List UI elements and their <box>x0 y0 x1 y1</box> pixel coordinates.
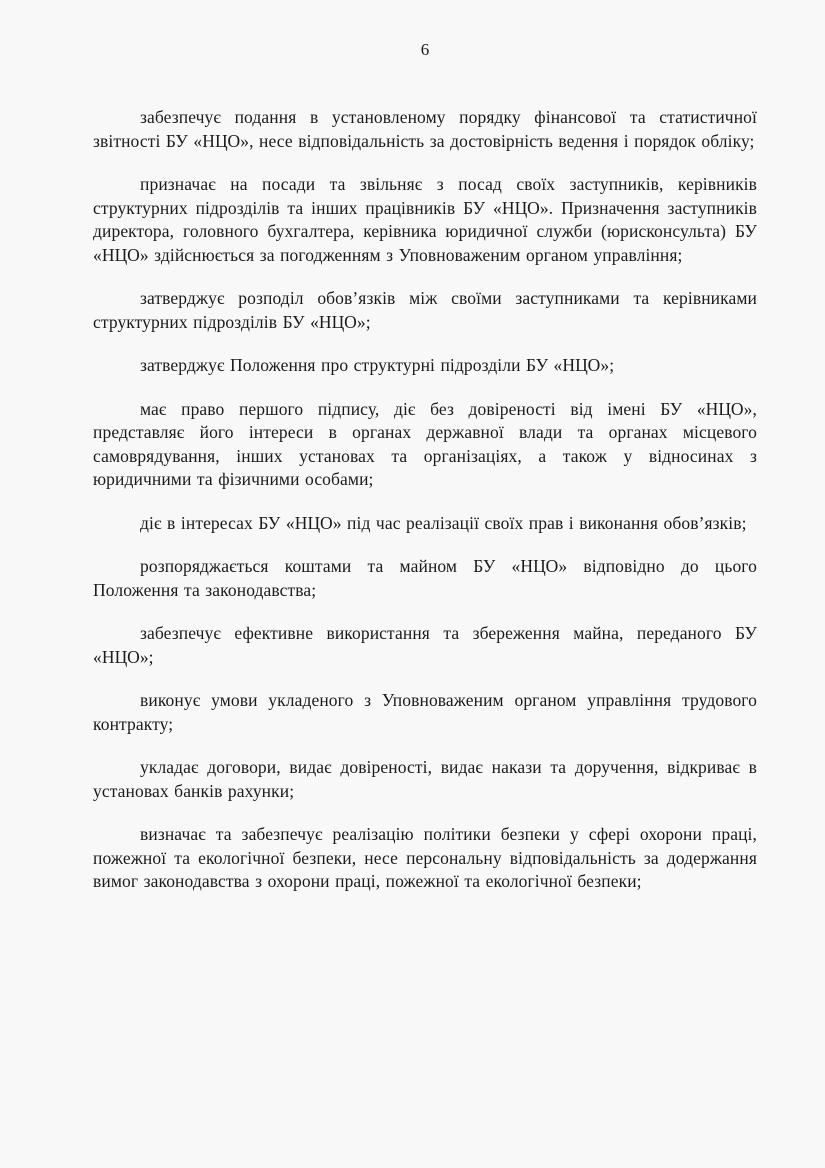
paragraph: укладає договори, видає довіреності, видає накази та доручення, відкриває в установах банків рахунки; <box>93 757 757 801</box>
document-body <box>93 106 757 894</box>
paragraph: діє в інтересах БУ «НЦО» під час реалізації своїх прав і виконання обов’язків; <box>140 512 747 533</box>
page-number: 6 <box>420 40 430 59</box>
paragraph: затверджує Положення про структурні підрозділи БУ «НЦО»; <box>140 355 615 375</box>
paragraph: має право першого підпису, діє без довіреності від імені БУ «НЦО», представляє його інтереси в органах державної влади та органах місцевого самоврядування, інших установах та організаціях, а також у відносинах з юридичними та фізичними особами; <box>93 398 757 489</box>
paragraph: забезпечує подання в установленому порядку фінансової та статистичної звітності БУ «НЦО», несе відповідальність за достовірність ведення і порядок обліку; <box>93 107 757 151</box>
paragraph: виконує умови укладеного з Уповноваженим органом управління трудового контракту; <box>93 690 757 734</box>
paragraph: призначає на посади та звільняє з посад своїх заступників, керівників структурних підрозділів та інших працівників БУ «НЦО». Призначення заступників директора, головного бухгалтера, керівника юридичної служби (юрисконсульта) БУ «НЦО» здійснюється за погодженням з Уповноваженим органом управління; <box>93 174 757 265</box>
paragraph: затверджує розподіл обов’язків між своїми заступниками та керівниками структурних підрозділів БУ «НЦО»; <box>93 288 757 332</box>
paragraph: забезпечує ефективне використання та збереження майна, переданого БУ «НЦО»; <box>93 623 757 667</box>
paragraph: визначає та забезпечує реалізацію політики безпеки у сфері охорони праці, пожежної та екологічної безпеки, несе персональну відповідальність за додержання вимог законодавства з охорони праці, пожежної та екологічної безпеки; <box>93 824 757 891</box>
paragraph: розпоряджається коштами та майном БУ «НЦО» відповідно до цього Положення та законодавства; <box>93 556 757 600</box>
